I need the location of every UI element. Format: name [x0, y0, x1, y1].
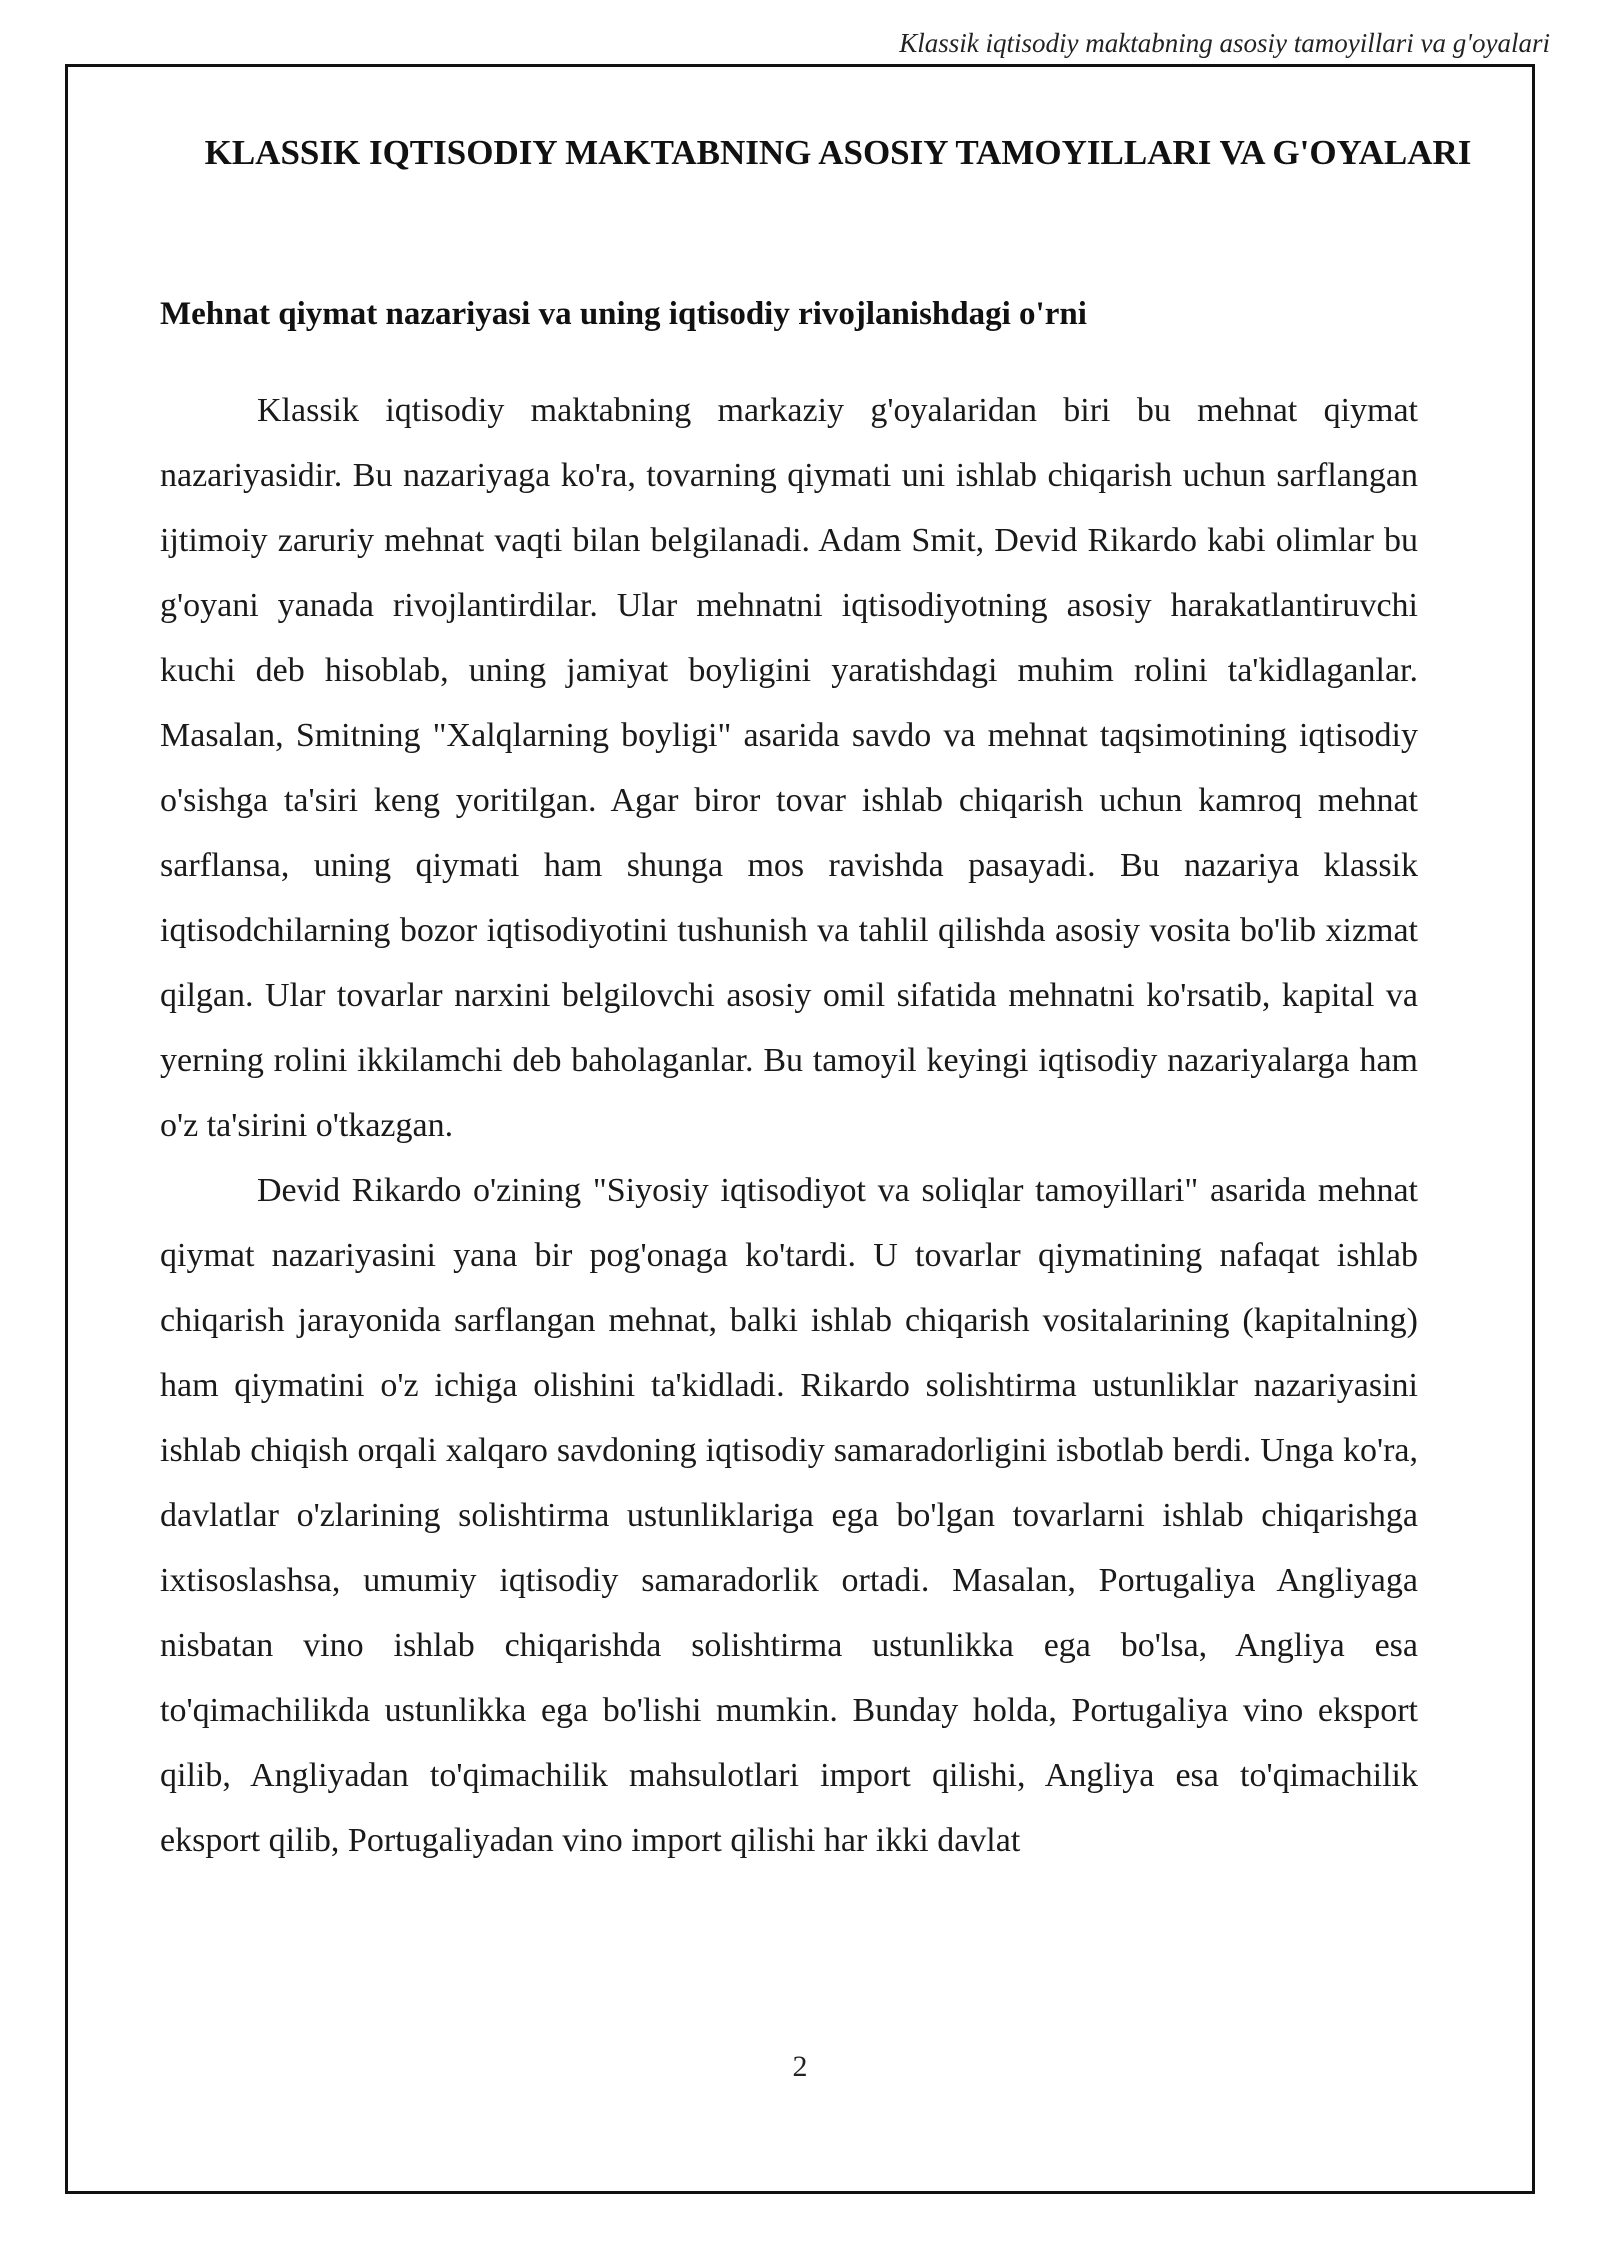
paragraph-2: Devid Rikardo o'zining "Siyosiy iqtisodiyot va soliqlar tamoyillari" asarida mehnat qiymat nazariyasini yana bir pog'onaga ko'tardi. U tovarlar qiymatining nafaqat ishlab chiqarish jarayonida sarflangan mehnat, balki ishlab chiqarish vositalarining (kapitalning) ham qiymatini o'z ichiga olishini ta'kidladi. Rikardo solishtirma ustunliklar nazariyasini ishlab chiqish orqali xalqaro savdoning iqtisodiy samaradorligini isbotlab berdi. Unga ko'ra, davlatlar o'zlarining solishtirma ustunliklariga ega bo'lgan tovarlarni ishlab chiqarishga ixtisoslashsa, umumiy iqtisodiy samaradorlik ortadi. Masalan, Portugaliya Angliyaga nisbatan vino ishlab chiqarishda solishtirma ustunlikka ega bo'lsa, Angliya esa to'qimachilikda ustunlikka ega bo'lishi mumkin. Bunday holda, Portugaliya vino eksport qilib, Angliyadan to'qimachilik mahsulotlari import qilishi, Angliya esa to'qimachilik eksport qilib, Portugaliyadan vino import qilishi har ikki davlat [160, 1172, 1418, 1859]
section-heading: Mehnat qiymat nazariyasi va uning iqtisodiy rivojlanishdagi o'rni [160, 296, 1087, 332]
body-text [160, 378, 1418, 1873]
running-header: Klassik iqtisodiy maktabning asosiy tamoyillari va g'oyalari [899, 28, 1550, 58]
page-number: 2 [792, 2050, 808, 2083]
document-title: KLASSIK IQTISODIY MAKTABNING ASOSIY TAMOYILLARI VA G'OYALARI [204, 133, 1472, 172]
paragraph-1: Klassik iqtisodiy maktabning markaziy g'oyalaridan biri bu mehnat qiymat nazariyasidir. Bu nazariyaga ko'ra, tovarning qiymati uni ishlab chiqarish uchun sarflangan ijtimoiy zaruriy mehnat vaqti bilan belgilanadi. Adam Smit, Devid Rikardo kabi olimlar bu g'oyani yanada rivojlantirdilar. Ular mehnatni iqtisodiyotning asosiy harakatlantiruvchi kuchi deb hisoblab, uning jamiyat boyligini yaratishdagi muhim rolini ta'kidlaganlar. Masalan, Smitning "Xalqlarning boyligi" asarida savdo va mehnat taqsimotining iqtisodiy o'sishga ta'siri keng yoritilgan. Agar biror tovar ishlab chiqarish uchun kamroq mehnat sarflansa, uning qiymati ham shunga mos ravishda pasayadi. Bu nazariya klassik iqtisodchilarning bozor iqtisodiyotini tushunish va tahlil qilishda asosiy vosita bo'lib xizmat qilgan. Ular tovarlar narxini belgilovchi asosiy omil sifatida mehnatni ko'rsatib, kapital va yerning rolini ikkilamchi deb baholaganlar. Bu tamoyil keyingi iqtisodiy nazariyalarga ham o'z ta'sirini o'tkazgan. [160, 392, 1418, 1144]
